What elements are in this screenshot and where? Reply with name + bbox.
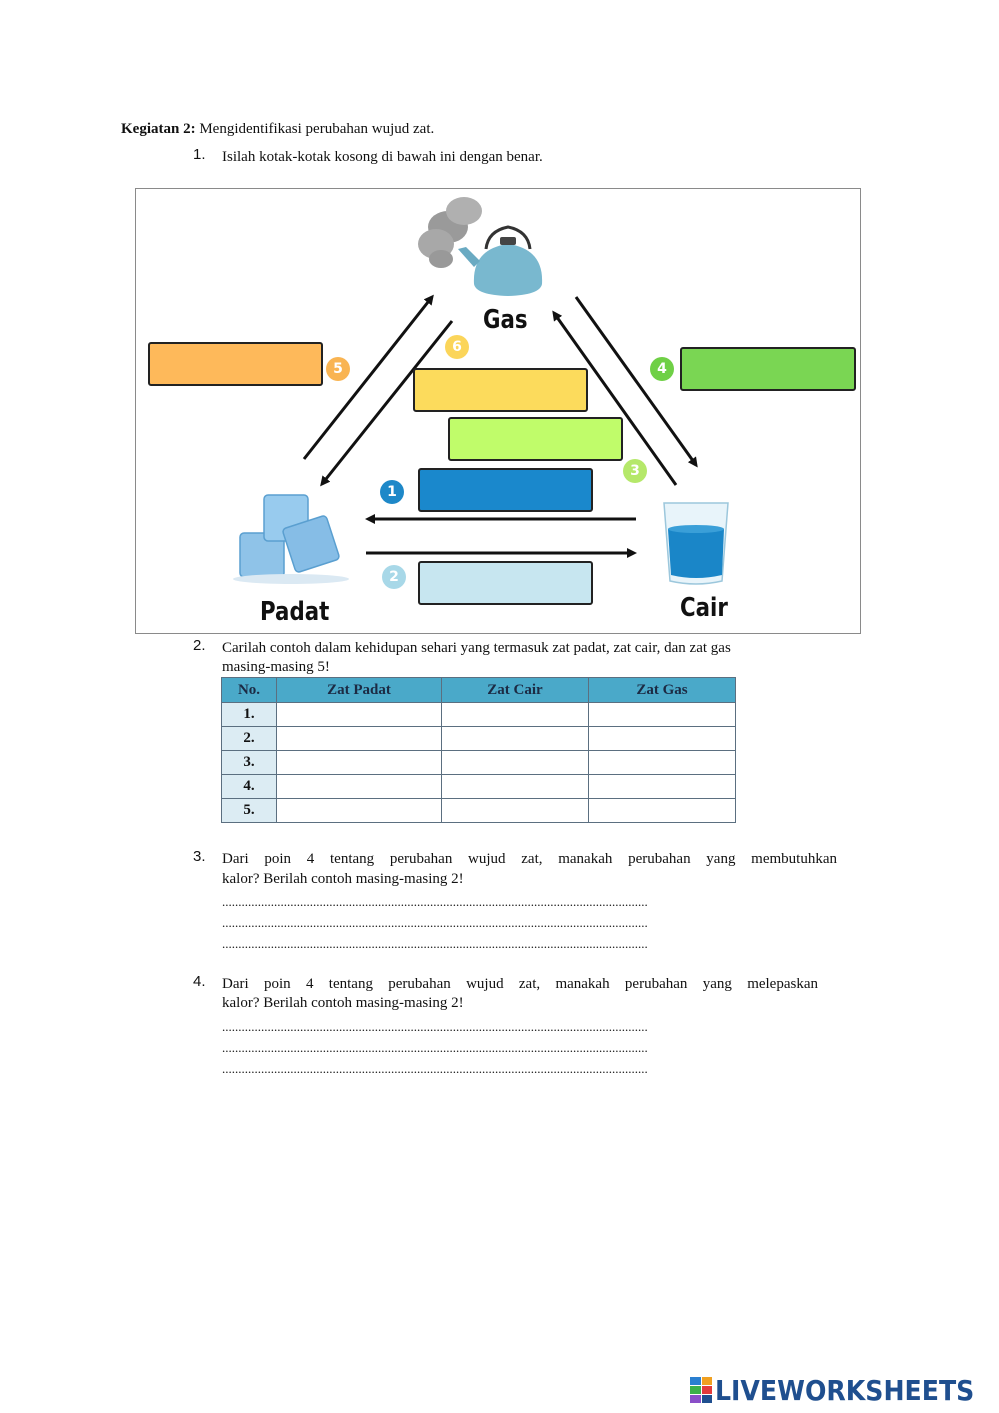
- header-gas: Zat Gas: [589, 678, 736, 703]
- label-liquid: Cair: [680, 593, 728, 623]
- kettle-icon: [418, 197, 542, 296]
- question-2-number: 2.: [193, 637, 206, 654]
- row-number: 2.: [222, 727, 277, 751]
- row-number: 3.: [222, 751, 277, 775]
- examples-table: [221, 677, 736, 823]
- question-2-line1: Carilah contoh dalam kehidupan sehari yang termasuk zat padat, zat cair, dan zat gas: [222, 640, 731, 656]
- cell-gas[interactable]: [589, 751, 736, 775]
- row-number: 5.: [222, 799, 277, 823]
- liveworksheets-logo[interactable]: [690, 1373, 999, 1407]
- label-gas: Gas: [483, 305, 528, 335]
- badge-6: 6: [445, 335, 469, 359]
- question-1-number: 1.: [193, 146, 206, 163]
- activity-label: Kegiatan 2:: [121, 121, 196, 137]
- table-row: [222, 703, 736, 727]
- badge-3: 3: [623, 459, 647, 483]
- state-change-diagram: [135, 188, 861, 634]
- answer-line[interactable]: ...................................................................................................................................: [222, 1040, 648, 1055]
- activity-heading: [121, 121, 434, 138]
- logo-grid-icon: [690, 1377, 712, 1403]
- cell-liquid[interactable]: [442, 727, 589, 751]
- glass-icon: [664, 503, 728, 584]
- table-row: [222, 751, 736, 775]
- answer-box-6[interactable]: [413, 368, 588, 412]
- badge-5: 5: [326, 357, 350, 381]
- answer-box-1[interactable]: [418, 468, 593, 512]
- cell-solid[interactable]: [277, 751, 442, 775]
- cell-gas[interactable]: [589, 703, 736, 727]
- header-solid: Zat Padat: [277, 678, 442, 703]
- cell-solid[interactable]: [277, 799, 442, 823]
- question-3-number: 3.: [193, 848, 206, 865]
- cell-liquid[interactable]: [442, 799, 589, 823]
- table-row: [222, 799, 736, 823]
- cell-solid[interactable]: [277, 727, 442, 751]
- cell-liquid[interactable]: [442, 751, 589, 775]
- ice-cubes-icon: [233, 495, 349, 584]
- table-row: [222, 727, 736, 751]
- badge-2: 2: [382, 565, 406, 589]
- question-2-line2: masing-masing 5!: [222, 659, 330, 675]
- answer-line[interactable]: ...................................................................................................................................: [222, 936, 648, 951]
- table-row: [222, 775, 736, 799]
- badge-1: 1: [380, 480, 404, 504]
- cell-gas[interactable]: [589, 775, 736, 799]
- label-solid: Padat: [260, 597, 330, 627]
- question-1-text: Isilah kotak-kotak kosong di bawah ini dengan benar.: [222, 149, 543, 165]
- question-3-line2: kalor? Berilah contoh masing-masing 2!: [222, 871, 464, 887]
- cell-gas[interactable]: [589, 799, 736, 823]
- answer-box-3[interactable]: [448, 417, 623, 461]
- cell-gas[interactable]: [589, 727, 736, 751]
- table-header-row: [222, 678, 736, 703]
- answer-line[interactable]: ...................................................................................................................................: [222, 915, 648, 930]
- question-4-number: 4.: [193, 973, 206, 990]
- logo-text: LIVEWORKSHEETS: [715, 1373, 975, 1407]
- row-number: 1.: [222, 703, 277, 727]
- cell-solid[interactable]: [277, 703, 442, 727]
- question-3-line1: Dari poin 4 tentang perubahan wujud zat, manakah perubahan yang membutuhkan: [222, 851, 837, 867]
- cell-liquid[interactable]: [442, 775, 589, 799]
- answer-line[interactable]: ...................................................................................................................................: [222, 894, 648, 909]
- cell-liquid[interactable]: [442, 703, 589, 727]
- row-number: 4.: [222, 775, 277, 799]
- question-4-line1: Dari poin 4 tentang perubahan wujud zat, manakah perubahan yang melepaskan: [222, 976, 818, 992]
- header-liquid: Zat Cair: [442, 678, 589, 703]
- activity-title: Mengidentifikasi perubahan wujud zat.: [199, 121, 435, 137]
- answer-line[interactable]: ...................................................................................................................................: [222, 1061, 648, 1076]
- question-4-line2: kalor? Berilah contoh masing-masing 2!: [222, 995, 464, 1011]
- header-no: No.: [222, 678, 277, 703]
- answer-box-2[interactable]: [418, 561, 593, 605]
- answer-line[interactable]: ...................................................................................................................................: [222, 1019, 648, 1034]
- answer-box-4[interactable]: [680, 347, 856, 391]
- cell-solid[interactable]: [277, 775, 442, 799]
- badge-4: 4: [650, 357, 674, 381]
- answer-box-5[interactable]: [148, 342, 323, 386]
